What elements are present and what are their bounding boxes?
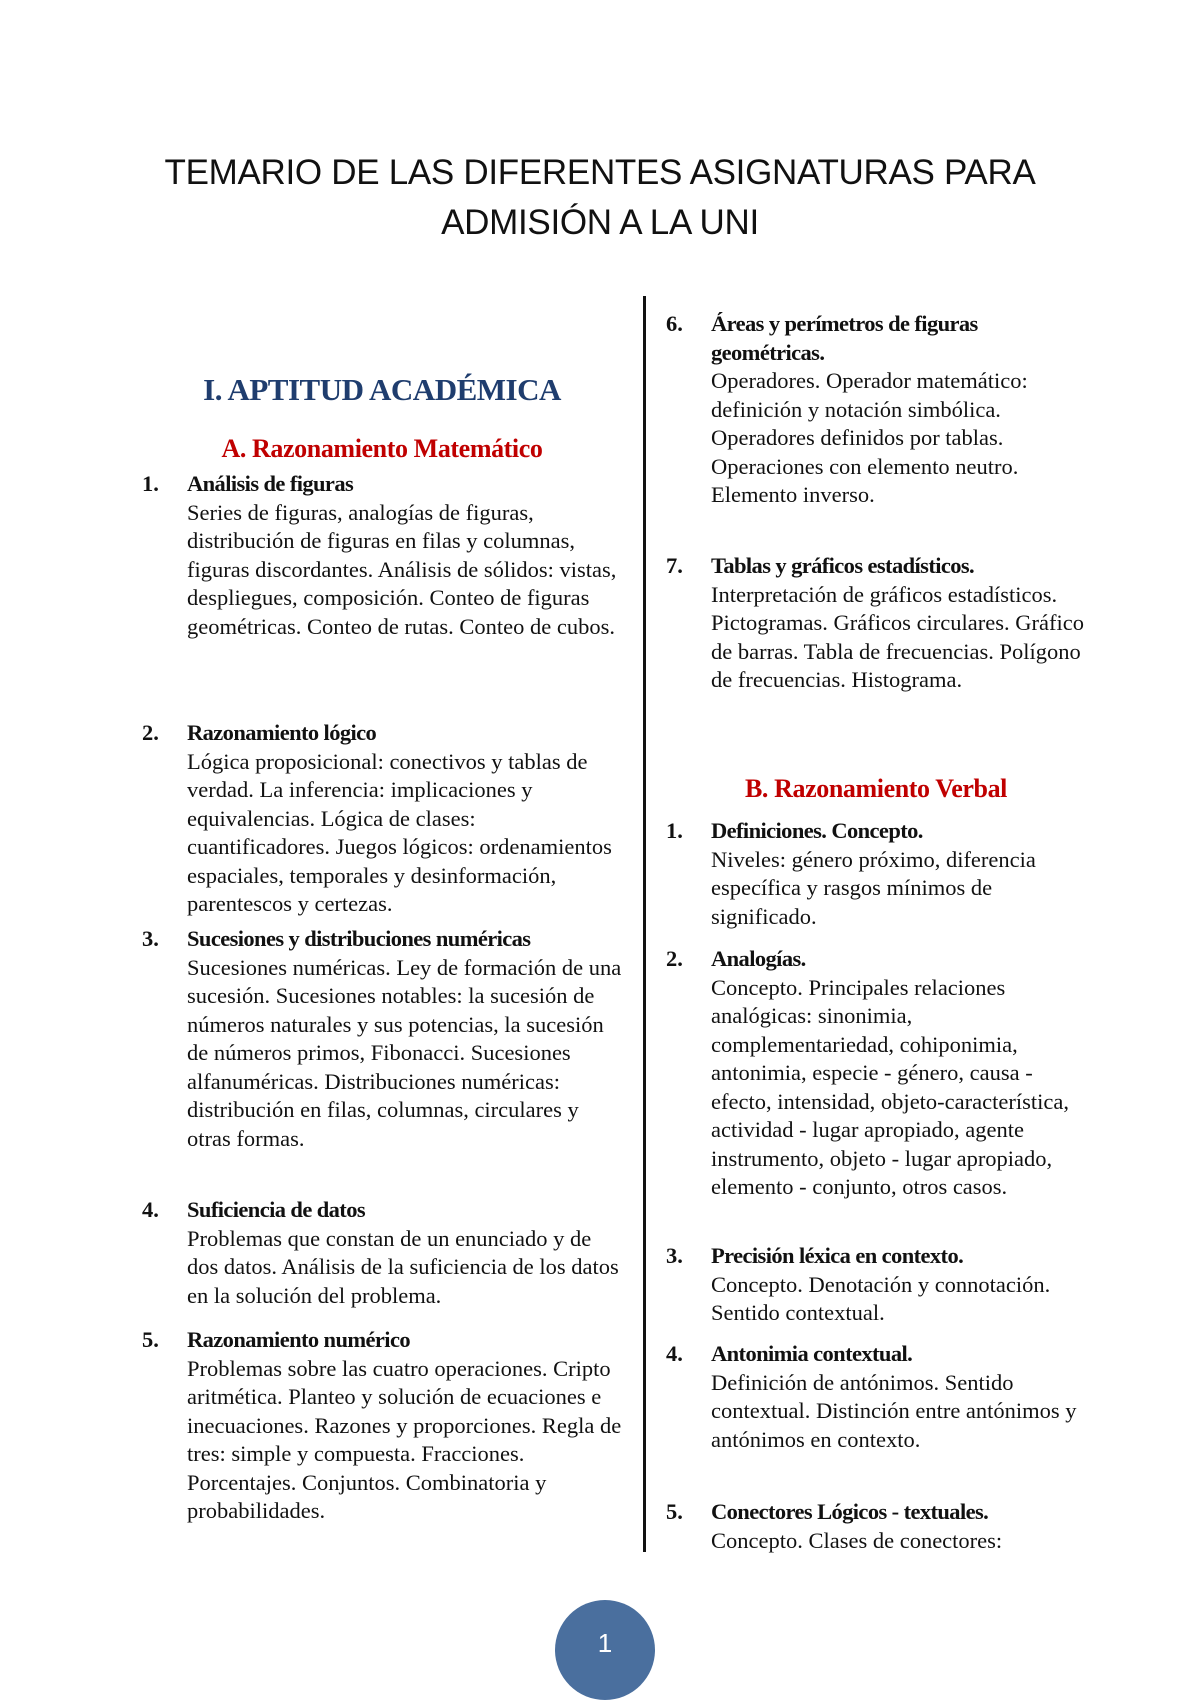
subsection-heading-math: A. Razonamiento Matemático [221, 434, 543, 463]
list-item [666, 1242, 1086, 1328]
item-body: Problemas sobre las cuatro operaciones. Cripto aritmética. Planteo y solución de ecuaciones e inecuaciones. Razones y proporciones. Regla de tres: simple y compuesta. Fracciones. Porcentajes. Conjuntos. Combinatoria y probabilidades. [187, 1355, 622, 1523]
title-line-1: TEMARIO DE LAS DIFERENTES ASIGNATURAS PARA [164, 153, 1036, 192]
item-body: Lógica proposicional: conectivos y tablas de verdad. La inferencia: implicaciones y equivalencias. Lógica de clases: cuantificadores. Juegos lógicos: ordenamientos espaciales, temporales y desinformación, parentescos y certezas. [187, 748, 612, 916]
list-item [142, 925, 622, 1153]
item-heading: Conectores Lógicos - textuales. [711, 1499, 989, 1524]
page-number: 1 [597, 1628, 613, 1658]
item-heading: Áreas y perímetros de figuras geométricas. [711, 311, 978, 365]
item-number: 3. [142, 926, 159, 951]
list-item [666, 817, 1086, 931]
item-number: 6. [666, 311, 683, 336]
item-number: 2. [142, 720, 159, 745]
item-number: 1. [142, 471, 159, 496]
item-number: 1. [666, 818, 683, 843]
item-body: Series de figuras, analogías de figuras, distribución de figuras en filas y columnas, figuras discordantes. Análisis de sólidos: vistas, despliegues, composición. Conteo de figuras geométricas. Conteo de rutas. Conteo de cubos. [187, 499, 617, 639]
title-line-2: ADMISIÓN A LA UNI [441, 203, 759, 242]
item-heading: Suficiencia de datos [187, 1197, 366, 1222]
item-heading: Razonamiento lógico [187, 720, 377, 745]
item-body: Concepto. Clases de conectores: [711, 1527, 1003, 1553]
item-body: Sucesiones numéricas. Ley de formación de una sucesión. Sucesiones notables: la sucesión de números naturales y sus potencias, la sucesión de números primos, Fibonacci. Sucesiones alfanuméricas. Distribuciones numéricas: distribución en filas, columnas, circulares y otras formas. [187, 954, 622, 1151]
subsection-heading-verbal: B. Razonamiento Verbal [744, 774, 1008, 803]
item-body: Problemas que constan de un enunciado y de dos datos. Análisis de la suficiencia de los datos en la solución del problema. [187, 1225, 619, 1308]
item-body: Niveles: género próximo, diferencia específica y rasgos mínimos de significado. [711, 846, 1036, 929]
column-divider [643, 296, 646, 1552]
list-item [666, 1340, 1086, 1454]
item-heading: Sucesiones y distribuciones numéricas [187, 926, 531, 951]
item-heading: Precisión léxica en contexto. [711, 1243, 964, 1268]
item-heading: Tablas y gráficos estadísticos. [711, 553, 975, 578]
item-number: 3. [666, 1243, 683, 1268]
item-body: Concepto. Denotación y connotación. Sentido contextual. [711, 1271, 1051, 1325]
item-body: Interpretación de gráficos estadísticos. Pictogramas. Gráficos circulares. Gráfico de barras. Tabla de frecuencias. Polígono de frecuencias. Histograma. [711, 581, 1084, 692]
list-item [666, 552, 1086, 695]
list-item [666, 945, 1086, 1202]
item-heading: Análisis de figuras [187, 471, 354, 496]
item-number: 2. [666, 946, 683, 971]
list-item [666, 1498, 1086, 1555]
item-number: 5. [666, 1499, 683, 1524]
list-item [666, 310, 1086, 510]
item-heading: Definiciones. Concepto. [711, 818, 923, 843]
list-item [142, 1326, 622, 1526]
item-number: 4. [142, 1197, 159, 1222]
item-number: 4. [666, 1341, 683, 1366]
item-number: 7. [666, 553, 683, 578]
item-heading: Antonimia contextual. [711, 1341, 913, 1366]
list-item [142, 1196, 622, 1310]
list-item [142, 470, 622, 641]
list-item [142, 719, 622, 919]
item-heading: Analogías. [711, 946, 806, 971]
document-title [100, 148, 1100, 248]
item-body: Concepto. Principales relaciones analógicas: sinonimia, complementariedad, cohiponimia, antonimia, especie - género, causa - efecto, intensidad, objeto-característica, actividad - lugar apropiado, agente instrumento, objeto - lugar apropiado, elemento - conjunto, otros casos. [711, 974, 1069, 1199]
item-number: 5. [142, 1327, 159, 1352]
section-heading: I. APTITUD ACADÉMICA [203, 372, 561, 407]
item-heading: Razonamiento numérico [187, 1327, 410, 1352]
page-number-badge [555, 1600, 655, 1700]
item-body: Operadores. Operador matemático: definición y notación simbólica. Operadores definidos por tablas. Operaciones con elemento neutro. Elemento inverso. [711, 368, 1028, 507]
item-body: Definición de antónimos. Sentido contextual. Distinción entre antónimos y antónimos en contexto. [711, 1369, 1077, 1452]
